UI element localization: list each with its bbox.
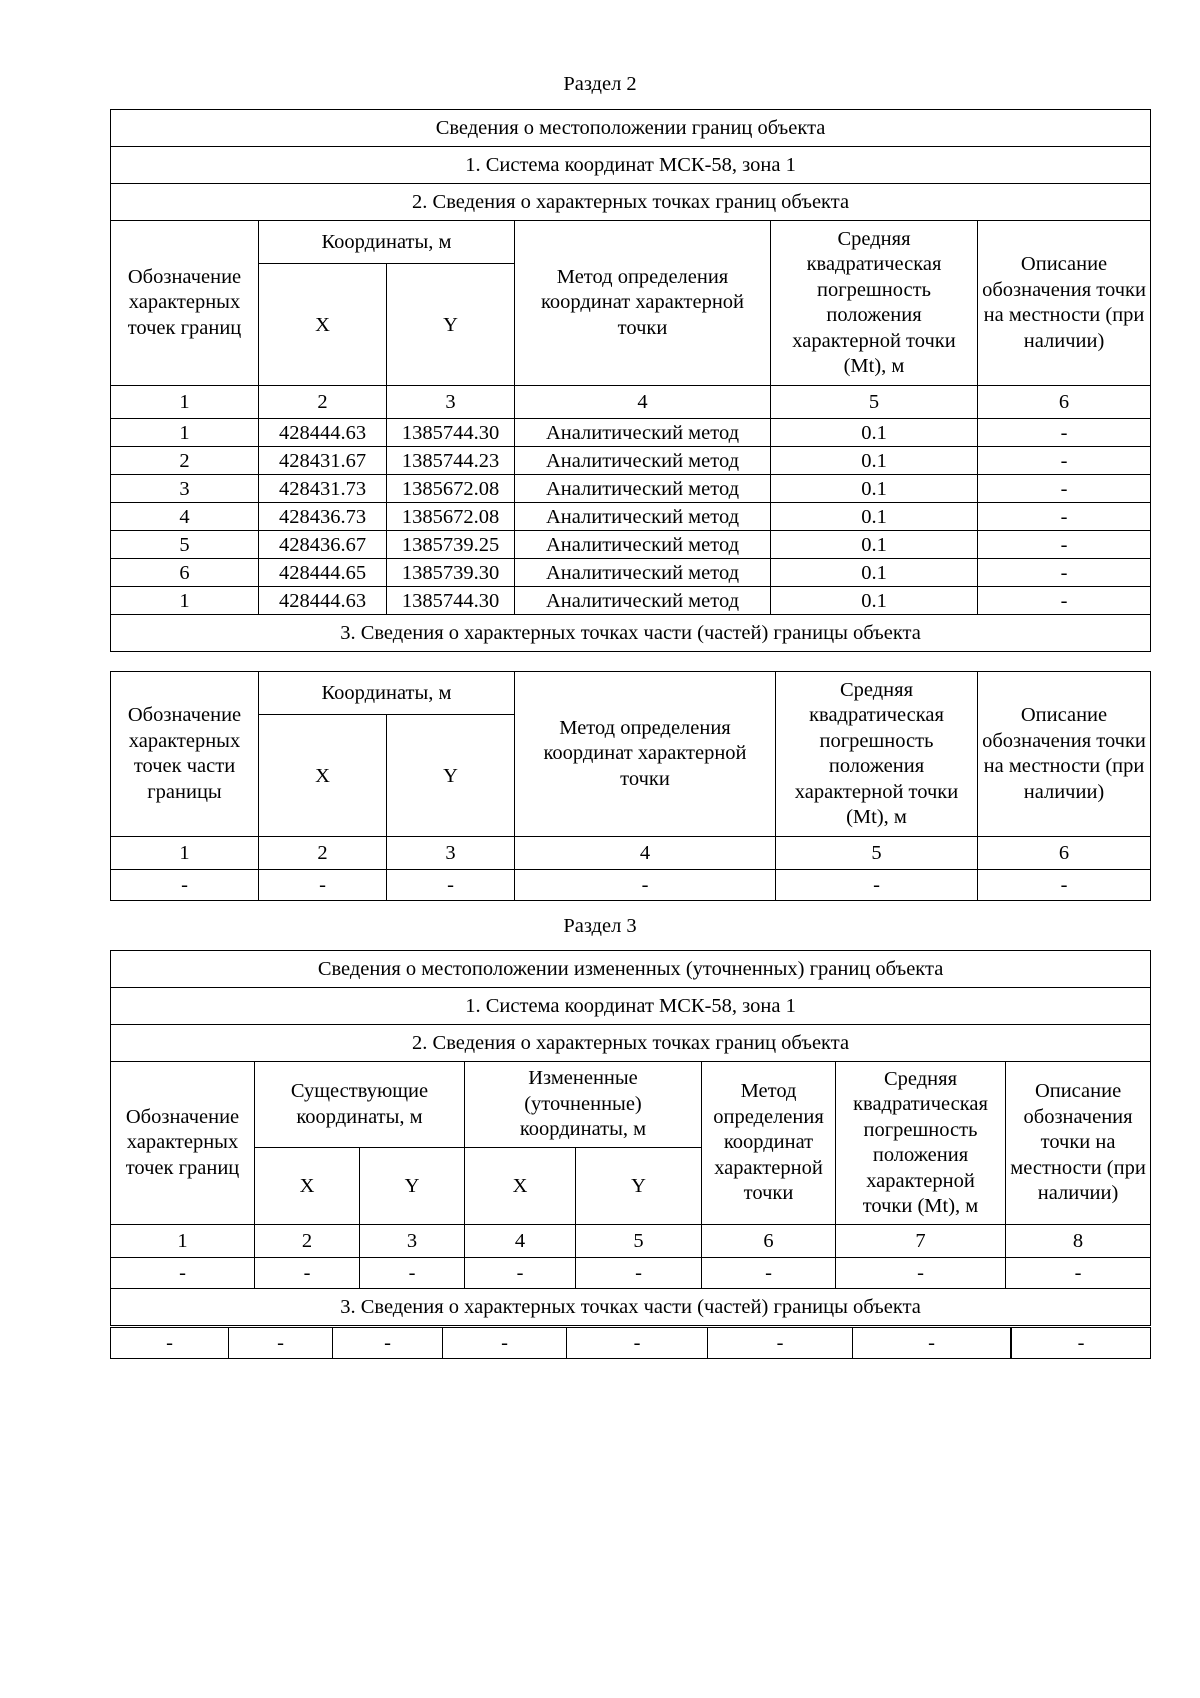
table-cell: - <box>978 587 1151 615</box>
table-row <box>111 559 1151 587</box>
table-cell: - <box>978 503 1151 531</box>
section-3-table <box>110 950 1151 1326</box>
table-cell: - <box>702 1258 836 1289</box>
table-cell: - <box>387 870 515 901</box>
table-row <box>111 503 1151 531</box>
table-cell: 3 <box>111 475 259 503</box>
table-row <box>111 475 1151 503</box>
col-number: 1 <box>111 1225 255 1258</box>
part-header-method: Метод определения координат характерной точки <box>515 672 776 837</box>
table-cell: - <box>229 1328 333 1359</box>
part-header-error: Средняя квадратическая погрешность положения характерной точки (Mt), м <box>776 672 978 837</box>
table-cell: - <box>111 1258 255 1289</box>
header-method: Метод определения координат характерной точки <box>515 221 771 386</box>
section-3-part-table <box>110 1327 1151 1359</box>
table-cell: - <box>465 1258 576 1289</box>
section-2-title: Раздел 2 <box>563 73 637 95</box>
table-cell: 0.1 <box>771 559 978 587</box>
col-number: 2 <box>259 386 387 419</box>
table-cell: - <box>111 1328 229 1359</box>
col-number: 6 <box>702 1225 836 1258</box>
table-row <box>111 1258 1151 1289</box>
table-cell: 1385739.25 <box>387 531 515 559</box>
table-cell: 0.1 <box>771 419 978 447</box>
table-cell: 0.1 <box>771 587 978 615</box>
s3-header-description: Описание обозначения точки на местности (при наличии) <box>1006 1062 1151 1225</box>
col-number: 2 <box>259 837 387 870</box>
part-header-y: Y <box>387 715 515 837</box>
table-cell: 4 <box>111 503 259 531</box>
s3-header-x-changed: X <box>465 1148 576 1225</box>
part-header-description: Описание обозначения точки на местности (при наличии) <box>978 672 1151 837</box>
table-cell: Аналитический метод <box>515 531 771 559</box>
col-number: 4 <box>515 386 771 419</box>
part-header-x: X <box>259 715 387 837</box>
header-coords: Координаты, м <box>259 221 515 264</box>
section-2-part-heading: 3. Сведения о характерных точках части (частей) границы объекта <box>111 615 1151 652</box>
table-cell: - <box>978 870 1151 901</box>
section-2-points-heading: 2. Сведения о характерных точках границ объекта <box>111 184 1151 221</box>
table-cell: - <box>255 1258 360 1289</box>
col-number: 5 <box>771 386 978 419</box>
header-y: Y <box>387 264 515 386</box>
column-numbers-row <box>111 386 1151 419</box>
header-designation: Обозначение характерных точек границ <box>111 221 259 386</box>
col-number: 5 <box>576 1225 702 1258</box>
s3-header-y-existing: Y <box>360 1148 465 1225</box>
col-number: 1 <box>111 386 259 419</box>
col-number: 5 <box>776 837 978 870</box>
col-number: 3 <box>387 837 515 870</box>
s3-header-x-existing: X <box>255 1148 360 1225</box>
table-cell: 428444.63 <box>259 587 387 615</box>
table-cell: 5 <box>111 531 259 559</box>
section-2-coord-system: 1. Система координат МСК-58, зона 1 <box>111 147 1151 184</box>
table-cell: 0.1 <box>771 447 978 475</box>
table-row <box>111 587 1151 615</box>
table-cell: 1385739.30 <box>387 559 515 587</box>
table-cell: 428436.67 <box>259 531 387 559</box>
section-2-part-table <box>110 671 1151 901</box>
section-3-title: Раздел 3 <box>563 915 637 937</box>
table-cell: - <box>853 1328 1011 1359</box>
table-cell: 428431.67 <box>259 447 387 475</box>
table-cell: 0.1 <box>771 531 978 559</box>
s3-header-method: Метод определения координат характерной точки <box>702 1062 836 1225</box>
table-cell: - <box>776 870 978 901</box>
part-header-coords: Координаты, м <box>259 672 515 715</box>
section-3-points-heading: 2. Сведения о характерных точках границ объекта <box>111 1025 1151 1062</box>
table-cell: 1385672.08 <box>387 475 515 503</box>
table-cell: 1385672.08 <box>387 503 515 531</box>
table-cell: - <box>360 1258 465 1289</box>
section-2-heading: Сведения о местоположении границ объекта <box>111 110 1151 147</box>
s3-header-existing: Существующие координаты, м <box>255 1062 465 1148</box>
table-cell: - <box>333 1328 443 1359</box>
header-x: X <box>259 264 387 386</box>
table-cell: 6 <box>111 559 259 587</box>
table-cell: - <box>978 419 1151 447</box>
table-cell: 1 <box>111 587 259 615</box>
section-3-coord-system: 1. Система координат МСК-58, зона 1 <box>111 988 1151 1025</box>
table-cell: - <box>978 559 1151 587</box>
col-number: 4 <box>515 837 776 870</box>
table-cell: Аналитический метод <box>515 475 771 503</box>
col-number: 7 <box>836 1225 1006 1258</box>
table-row <box>111 419 1151 447</box>
table-row <box>111 447 1151 475</box>
table-cell: 1385744.30 <box>387 419 515 447</box>
s3-header-designation: Обозначение характерных точек границ <box>111 1062 255 1225</box>
table-cell: Аналитический метод <box>515 503 771 531</box>
table-cell: 428431.73 <box>259 475 387 503</box>
table-cell: Аналитический метод <box>515 419 771 447</box>
section-3-part-heading: 3. Сведения о характерных точках части (частей) границы объекта <box>111 1289 1151 1326</box>
table-row <box>111 870 1151 901</box>
col-number: 2 <box>255 1225 360 1258</box>
s3-header-error: Средняя квадратическая погрешность положения характерной точки (Mt), м <box>836 1062 1006 1225</box>
col-number: 6 <box>978 386 1151 419</box>
table-cell: 0.1 <box>771 475 978 503</box>
table-row <box>111 1328 1151 1359</box>
s3-header-y-changed: Y <box>576 1148 702 1225</box>
table-cell: 1 <box>111 419 259 447</box>
table-cell: - <box>978 531 1151 559</box>
table-cell: Аналитический метод <box>515 587 771 615</box>
table-cell: 1385744.30 <box>387 587 515 615</box>
part-column-numbers-row <box>111 837 1151 870</box>
table-cell: 428444.63 <box>259 419 387 447</box>
col-number: 3 <box>360 1225 465 1258</box>
part-header-designation: Обозначение характерных точек части границы <box>111 672 259 837</box>
table-cell: 428436.73 <box>259 503 387 531</box>
table-cell: - <box>576 1258 702 1289</box>
header-error: Средняя квадратическая погрешность положения характерной точки (Mt), м <box>771 221 978 386</box>
table-cell: - <box>1012 1328 1151 1359</box>
table-cell: - <box>567 1328 708 1359</box>
col-number: 1 <box>111 837 259 870</box>
table-cell: 428444.65 <box>259 559 387 587</box>
col-number: 8 <box>1006 1225 1151 1258</box>
table-cell: - <box>111 870 259 901</box>
table-cell: - <box>978 475 1151 503</box>
col-number: 3 <box>387 386 515 419</box>
table-cell: Аналитический метод <box>515 447 771 475</box>
table-cell: Аналитический метод <box>515 559 771 587</box>
table-cell: - <box>515 870 776 901</box>
table-cell: 1385744.23 <box>387 447 515 475</box>
table-row <box>111 531 1151 559</box>
s3-header-changed: Измененные (уточненные) координаты, м <box>465 1062 702 1148</box>
table-cell: 2 <box>111 447 259 475</box>
col-number: 4 <box>465 1225 576 1258</box>
section-2-table <box>110 109 1151 652</box>
header-description: Описание обозначения точки на местности (при наличии) <box>978 221 1151 386</box>
section-3-heading: Сведения о местоположении измененных (уточненных) границ объекта <box>111 951 1151 988</box>
table-cell: - <box>443 1328 567 1359</box>
table-cell: - <box>1006 1258 1151 1289</box>
table-cell: - <box>259 870 387 901</box>
s3-column-numbers-row <box>111 1225 1151 1258</box>
table-cell: - <box>836 1258 1006 1289</box>
table-cell: - <box>708 1328 853 1359</box>
col-number: 6 <box>978 837 1151 870</box>
table-cell: 0.1 <box>771 503 978 531</box>
table-cell: - <box>978 447 1151 475</box>
